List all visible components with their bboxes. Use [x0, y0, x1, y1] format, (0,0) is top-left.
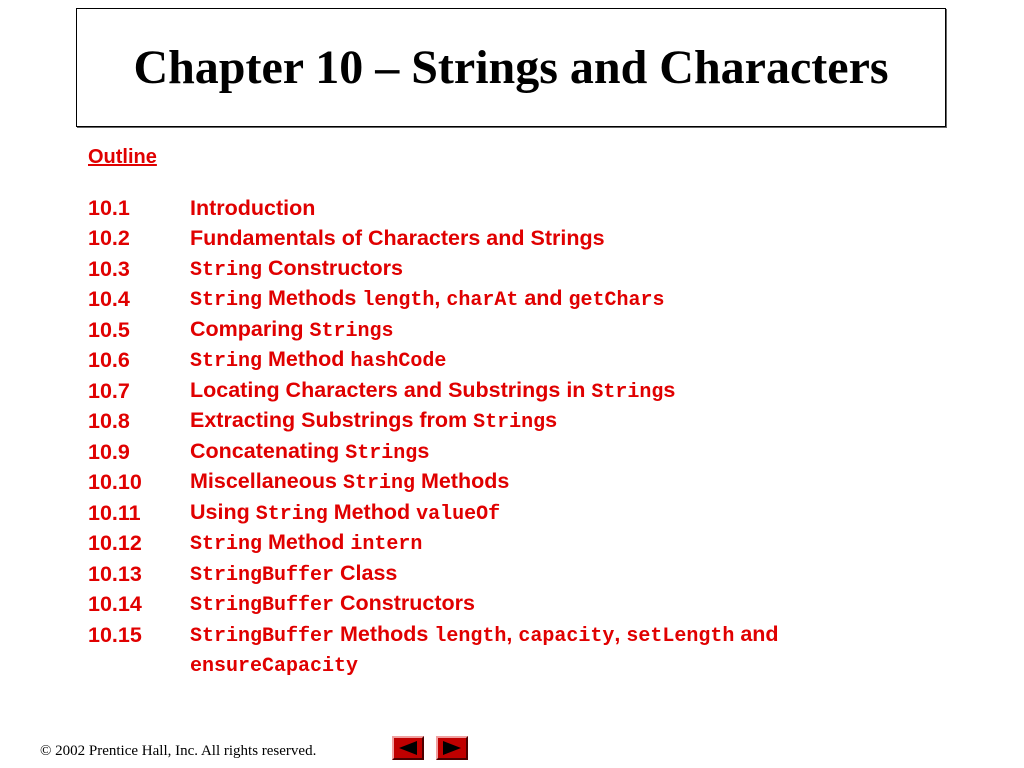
toc-section-title	[190, 378, 968, 404]
toc-section-title	[190, 256, 968, 282]
code-term: String	[190, 258, 263, 282]
title-text-fragment: Method	[262, 530, 351, 554]
title-text-fragment: s	[545, 408, 558, 432]
copyright-footer: © 2002 Prentice Hall, Inc. All rights reserved.	[40, 743, 317, 759]
toc-row	[88, 373, 968, 404]
toc-section-number: 10.5	[88, 317, 130, 342]
toc-row	[88, 495, 968, 526]
title-text-fragment: Constructors	[334, 591, 475, 615]
code-term: String	[591, 380, 664, 404]
toc-row	[88, 556, 968, 587]
toc-row	[88, 282, 968, 313]
toc-section-number: 10.11	[88, 500, 141, 525]
code-term: String	[255, 502, 328, 526]
code-term: intern	[350, 533, 423, 556]
right-arrow-icon	[441, 740, 463, 756]
title-text-fragment: Introduction	[190, 195, 316, 220]
title-text-fragment: ,	[434, 286, 447, 310]
toc-section-number: 10.10	[88, 470, 142, 494]
toc-section-number: 10.1	[88, 195, 130, 220]
toc-section-title	[190, 652, 968, 678]
code-term: StringBuffer	[190, 624, 335, 648]
toc-section-number: 10.3	[88, 256, 130, 281]
title-text-fragment: Methods	[262, 286, 363, 310]
outline-heading: Outline	[88, 146, 157, 168]
code-term: StringBuffer	[190, 594, 335, 617]
toc-row	[88, 251, 968, 282]
left-arrow-icon	[397, 740, 419, 756]
toc-row	[88, 617, 968, 648]
title-text-fragment: Concatenating	[190, 438, 346, 463]
title-text-fragment: and	[518, 286, 569, 310]
toc-row	[88, 190, 968, 221]
toc-section-number: 10.13	[88, 561, 142, 586]
title-text-fragment: Method	[327, 499, 417, 524]
toc-row	[88, 648, 968, 679]
toc-section-title	[190, 408, 968, 434]
title-text-fragment: Miscellaneous	[190, 469, 343, 493]
toc-section-title	[190, 469, 968, 495]
table-of-contents	[88, 190, 968, 678]
title-text-fragment: Method	[262, 347, 351, 371]
title-text-fragment: s	[417, 438, 430, 463]
code-term: String	[345, 441, 418, 465]
code-term: valueOf	[416, 502, 501, 526]
slide-title: Chapter 10 – Strings and Characters	[133, 41, 889, 94]
toc-row	[88, 434, 968, 465]
toc-section-title	[190, 347, 968, 373]
code-term: charAt	[446, 289, 519, 312]
toc-section-title	[190, 196, 968, 221]
toc-row	[88, 526, 968, 557]
toc-section-number: 10.14	[88, 592, 142, 616]
toc-section-title	[190, 286, 968, 312]
next-slide-button[interactable]	[436, 736, 468, 760]
code-term: length	[362, 289, 435, 312]
toc-row	[88, 343, 968, 374]
toc-section-number: 10.9	[88, 439, 130, 464]
toc-section-number: 10.7	[88, 378, 130, 403]
code-term: length	[434, 624, 507, 648]
code-term: String	[473, 411, 546, 434]
title-text-fragment: Comparing	[190, 316, 310, 341]
title-text-fragment: Constructors	[262, 255, 403, 280]
title-text-fragment: ,	[614, 621, 627, 646]
code-term: setLength	[626, 624, 735, 648]
title-text-fragment: Using	[190, 499, 256, 524]
toc-section-title	[190, 591, 968, 617]
code-term: capacity	[518, 624, 615, 648]
toc-section-number: 10.2	[88, 226, 130, 250]
toc-row	[88, 404, 968, 435]
title-text-fragment: Methods	[334, 621, 435, 646]
toc-row	[88, 221, 968, 252]
code-term: Strings	[309, 319, 394, 343]
toc-row	[88, 465, 968, 496]
title-text-fragment: ,	[506, 621, 519, 646]
toc-section-title	[190, 439, 968, 465]
toc-section-title	[190, 530, 968, 556]
previous-slide-button[interactable]	[392, 736, 424, 760]
title-text-fragment: Locating Characters and Substrings in	[190, 377, 592, 402]
code-term: StringBuffer	[190, 563, 335, 587]
toc-section-number: 10.6	[88, 348, 130, 372]
code-term: ensureCapacity	[190, 655, 359, 678]
toc-row	[88, 587, 968, 618]
toc-section-number: 10.4	[88, 287, 130, 311]
title-text-fragment: Extracting Substrings from	[190, 408, 474, 432]
toc-section-title	[190, 226, 968, 251]
code-term: String	[342, 472, 415, 495]
toc-section-number: 10.15	[88, 622, 142, 647]
title-box	[76, 8, 946, 127]
title-text-fragment: Fundamentals of Characters and Strings	[190, 226, 605, 250]
toc-section-title	[190, 317, 968, 343]
toc-section-number: 10.8	[88, 409, 130, 433]
title-text-fragment: Methods	[414, 469, 510, 493]
toc-section-title	[190, 500, 968, 526]
title-text-fragment: and	[734, 621, 779, 646]
code-term: String	[190, 289, 263, 312]
title-text-fragment: Class	[334, 560, 398, 585]
code-term: getChars	[568, 289, 665, 312]
toc-section-title	[190, 561, 968, 587]
toc-section-title	[190, 622, 968, 648]
code-term: String	[190, 533, 263, 556]
toc-section-number: 10.12	[88, 531, 142, 555]
code-term: String	[190, 350, 263, 373]
code-term: hashCode	[350, 350, 447, 373]
title-text-fragment: s	[663, 377, 676, 402]
toc-row	[88, 312, 968, 343]
